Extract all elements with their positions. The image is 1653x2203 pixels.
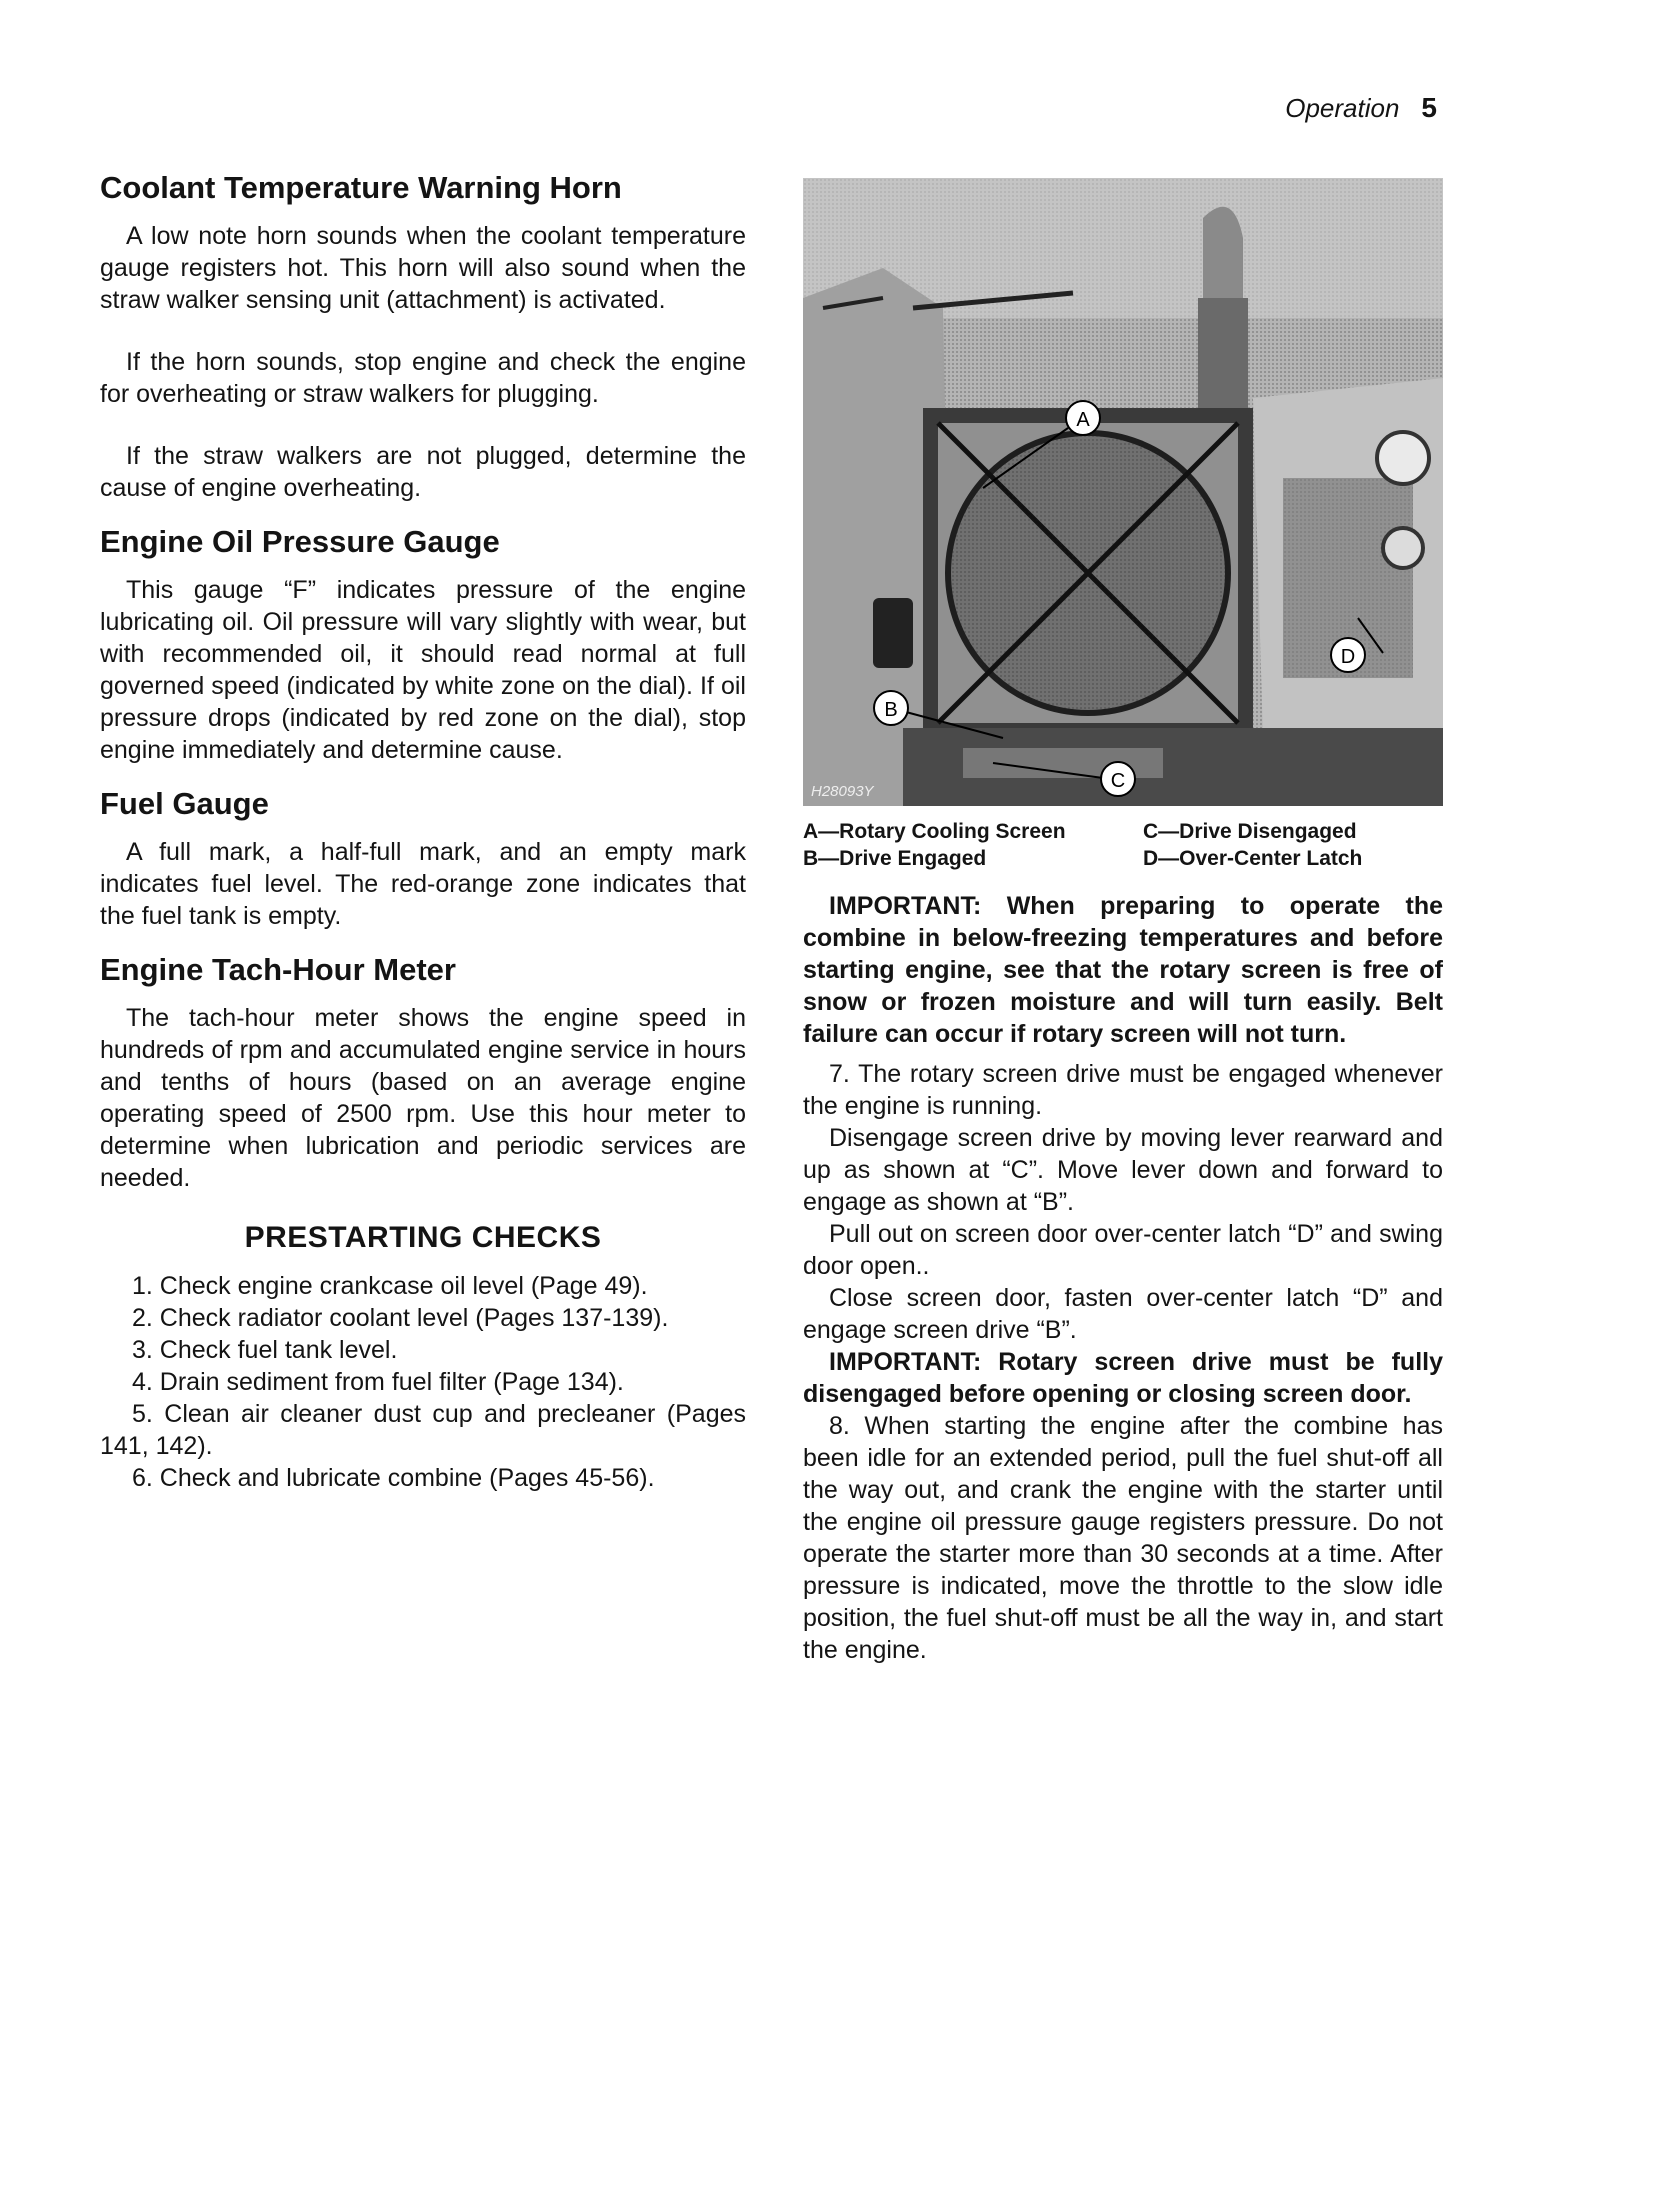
- page-number: 5: [1421, 92, 1437, 123]
- prestarting-checks-heading: PRESTARTING CHECKS: [244, 1221, 602, 1254]
- coolant-paragraph-3: If the straw walkers are not plugged, determine the cause of engine overheating.: [100, 442, 746, 502]
- callout-c-label: C: [1110, 770, 1126, 792]
- step-7-close-door: Close screen door, fasten over-center latch “D” and engage screen drive “B”.: [803, 1284, 1443, 1344]
- callout-d-label: D: [1340, 646, 1356, 668]
- step-7: 7. The rotary screen drive must be engaged whenever the engine is running.: [803, 1060, 1443, 1120]
- list-item: 5. Clean air cleaner dust cup and precleaner (Pages 141, 142).: [100, 1400, 746, 1460]
- prestarting-checks-list: [100, 1270, 746, 1494]
- step-7-open-door: Pull out on screen door over-center latch “D” and swing door open..: [803, 1220, 1443, 1280]
- tach-heading: Engine Tach-Hour Meter: [100, 952, 456, 987]
- right-column: [803, 178, 1443, 1666]
- coolant-paragraph-2: If the horn sounds, stop engine and check the engine for overheating or straw walkers for plugging.: [100, 348, 746, 408]
- callout-a-label: A: [1076, 409, 1090, 431]
- coolant-paragraph-1: A low note horn sounds when the coolant temperature gauge registers hot. This horn will also sound when the straw walker sensing unit (attachment) is activated.: [100, 222, 746, 314]
- page-header: [1285, 92, 1437, 124]
- caption-c: C—Drive Disengaged: [1143, 820, 1357, 843]
- callout-b-label: B: [884, 699, 898, 721]
- oil-heading: Engine Oil Pressure Gauge: [100, 524, 500, 559]
- figure-code: H28093Y: [811, 783, 874, 800]
- list-item: 3. Check fuel tank level.: [132, 1336, 398, 1364]
- list-item: 1. Check engine crankcase oil level (Page 49).: [132, 1272, 648, 1300]
- section-name: Operation: [1285, 93, 1400, 123]
- important-note-1: IMPORTANT: When preparing to operate the combine in below-freezing temperatures and before starting engine, see that the rotary screen is free of snow or frozen moisture and will turn easily. Belt failure can occur if rotary screen will not turn.: [803, 892, 1443, 1048]
- rotary-screen-photo: [803, 178, 1443, 806]
- step-8: 8. When starting the engine after the combine has been idle for an extended period, pull the fuel shut-off all the way out, and crank the engine with the starter until the engine oil pressure gauge registers pressure. Do not operate the starter more than 30 seconds at a time. After pressure is indicated, move the throttle to the slow idle position, the fuel shut-off must be all the way in, and start the engine.: [803, 1412, 1443, 1664]
- list-item: 4. Drain sediment from fuel filter (Page 134).: [132, 1368, 624, 1396]
- fuel-heading: Fuel Gauge: [100, 786, 269, 821]
- list-item: 2. Check radiator coolant level (Pages 137-139).: [132, 1304, 669, 1332]
- step-7-disengage: Disengage screen drive by moving lever rearward and up as shown at “C”. Move lever down and forward to engage as shown at “B”.: [803, 1124, 1443, 1216]
- fuel-paragraph: A full mark, a half-full mark, and an empty mark indicates fuel level. The red-orange zone indicates that the fuel tank is empty.: [100, 838, 746, 930]
- list-item: 6. Check and lubricate combine (Pages 45-56).: [132, 1464, 655, 1492]
- caption-b: B—Drive Engaged: [803, 847, 987, 870]
- caption-d: D—Over-Center Latch: [1143, 847, 1363, 870]
- oil-paragraph: This gauge “F” indicates pressure of the engine lubricating oil. Oil pressure will vary slightly with wear, but with recommended oil, it should read normal at full governed speed (indicated by white zone on the dial). If oil pressure drops (indicated by red zone on the dial), stop engine immediately and determine cause.: [100, 576, 746, 764]
- tach-paragraph: The tach-hour meter shows the engine speed in hundreds of rpm and accumulated engine service in hours and tenths of hours (based on an average engine operating speed of 2500 rpm. Use this hour meter to determine when lubrication and periodic services are needed.: [100, 1004, 746, 1192]
- important-note-2: IMPORTANT: Rotary screen drive must be fully disengaged before opening or closing screen door.: [803, 1348, 1443, 1408]
- caption-a: A—Rotary Cooling Screen: [803, 820, 1066, 843]
- figure-captions: [803, 818, 1443, 872]
- left-column: [100, 168, 746, 1494]
- coolant-heading: Coolant Temperature Warning Horn: [100, 170, 622, 205]
- photo-illustration: [803, 178, 1443, 806]
